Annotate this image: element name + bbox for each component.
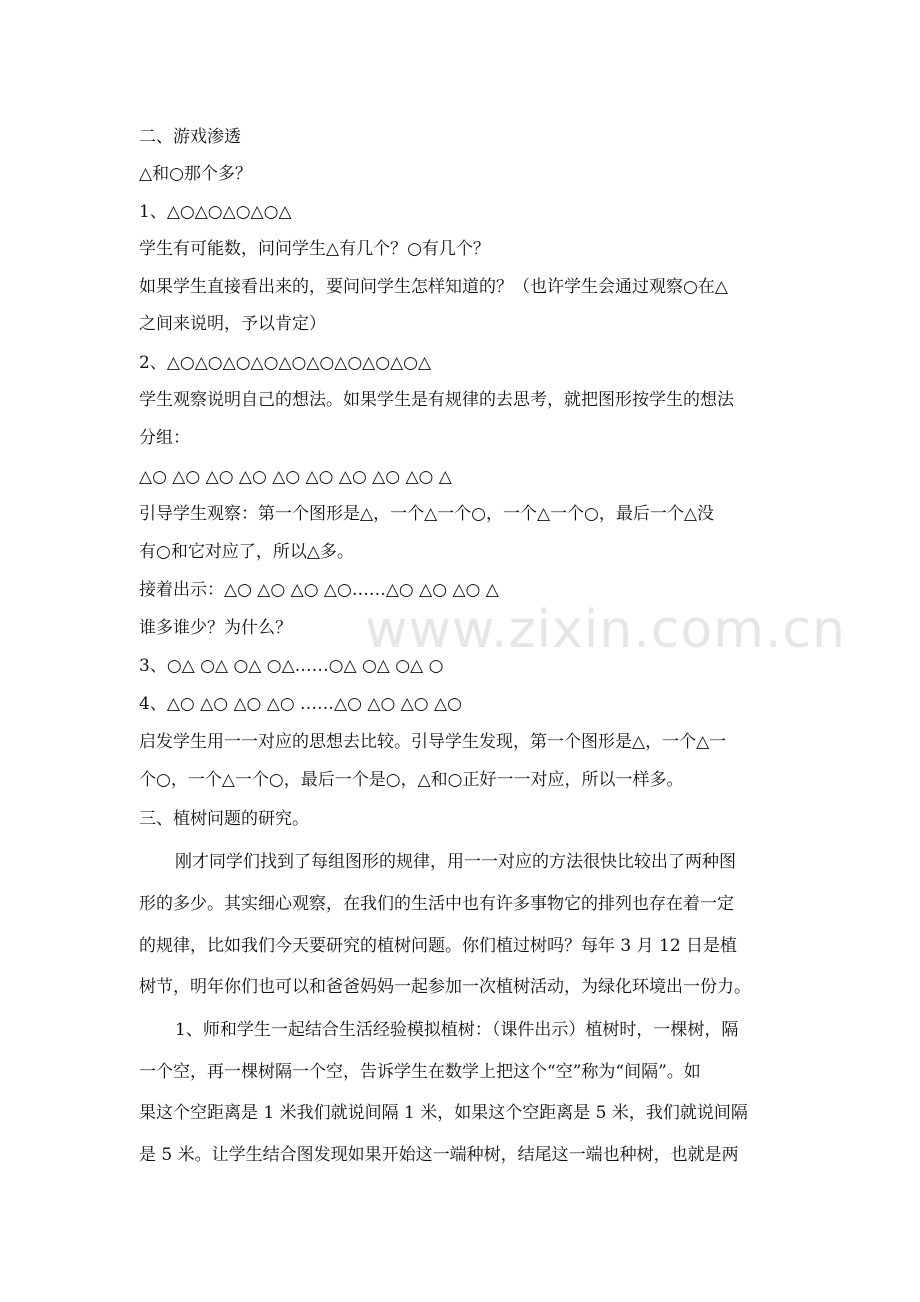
text-line: 2、△○△○△○△○△○△○△○△○△○△	[139, 353, 432, 373]
text-line: 如果学生直接看出来的，要问问学生怎样知道的？（也许学生会通过观察○在△	[139, 277, 728, 297]
text-line: 学生有可能数，问问学生△有几个？○有几个？	[139, 239, 490, 259]
text-line: 1、师和学生一起结合生活经验模拟植树：（课件出示）植树时，一棵树，隔	[175, 1020, 739, 1040]
text-line: 3、○△ ○△ ○△ ○△……○△ ○△ ○△ ○	[139, 656, 444, 676]
text-line: 一个空，再一棵树隔一个空，告诉学生在数学上把这个“空”称为“间隔”。如	[139, 1062, 701, 1082]
section-heading-game: 二、游戏渗透	[139, 127, 241, 147]
text-line: 4、△○ △○ △○ △○ ……△○ △○ △○ △○	[139, 694, 462, 714]
text-line: 启发学生用一一对应的思想去比较。引导学生发现，第一个图形是△，一个△一	[139, 732, 727, 752]
watermark: www.zixin.com.cn	[365, 600, 846, 660]
text-line: 树节，明年你们也可以和爸爸妈妈一起参加一次植树活动，为绿化环境出一份力。	[139, 977, 751, 997]
text-line: 之间来说明，予以肯定）	[139, 314, 326, 334]
text-line: 是 5 米。让学生结合图发现如果开始这一端种树，结尾这一端也种树，也就是两	[139, 1145, 739, 1165]
text-line: 有○和它对应了，所以△多。	[139, 542, 354, 562]
text-line: 学生观察说明自己的想法。如果学生是有规律的去思考，就把图形按学生的想法	[139, 390, 734, 410]
text-line: △和○那个多？	[139, 164, 252, 184]
text-line: 1、△○△○△○△○△	[139, 202, 292, 222]
text-line: 引导学生观察：第一个图形是△，一个△一个○，一个△一个○，最后一个△没	[139, 504, 714, 524]
text-line: 接着出示：△○ △○ △○ △○……△○ △○ △○ △	[139, 580, 499, 600]
text-line: 分组：	[139, 428, 190, 448]
text-line: 形的多少。其实细心观察，在我们的生活中也有许多事物它的排列也存在着一定	[139, 894, 734, 914]
text-line: 刚才同学们找到了每组图形的规律，用一一对应的方法很快比较出了两种图	[175, 852, 736, 872]
text-line: 个○，一个△一个○，最后一个是○，△和○正好一一对应，所以一样多。	[139, 770, 684, 790]
text-line: 谁多谁少？为什么？	[139, 618, 292, 638]
text-line: 的规律，比如我们今天要研究的植树问题。你们植过树吗？每年 3 月 12 日是植	[139, 936, 738, 956]
text-line: △○ △○ △○ △○ △○ △○ △○ △○ △○ △	[139, 467, 452, 487]
section-heading-tree: 三、植树问题的研究。	[139, 809, 309, 829]
text-line: 果这个空距离是 1 米我们就说间隔 1 米，如果这个空距离是 5 米，我们就说间隔	[139, 1103, 748, 1123]
